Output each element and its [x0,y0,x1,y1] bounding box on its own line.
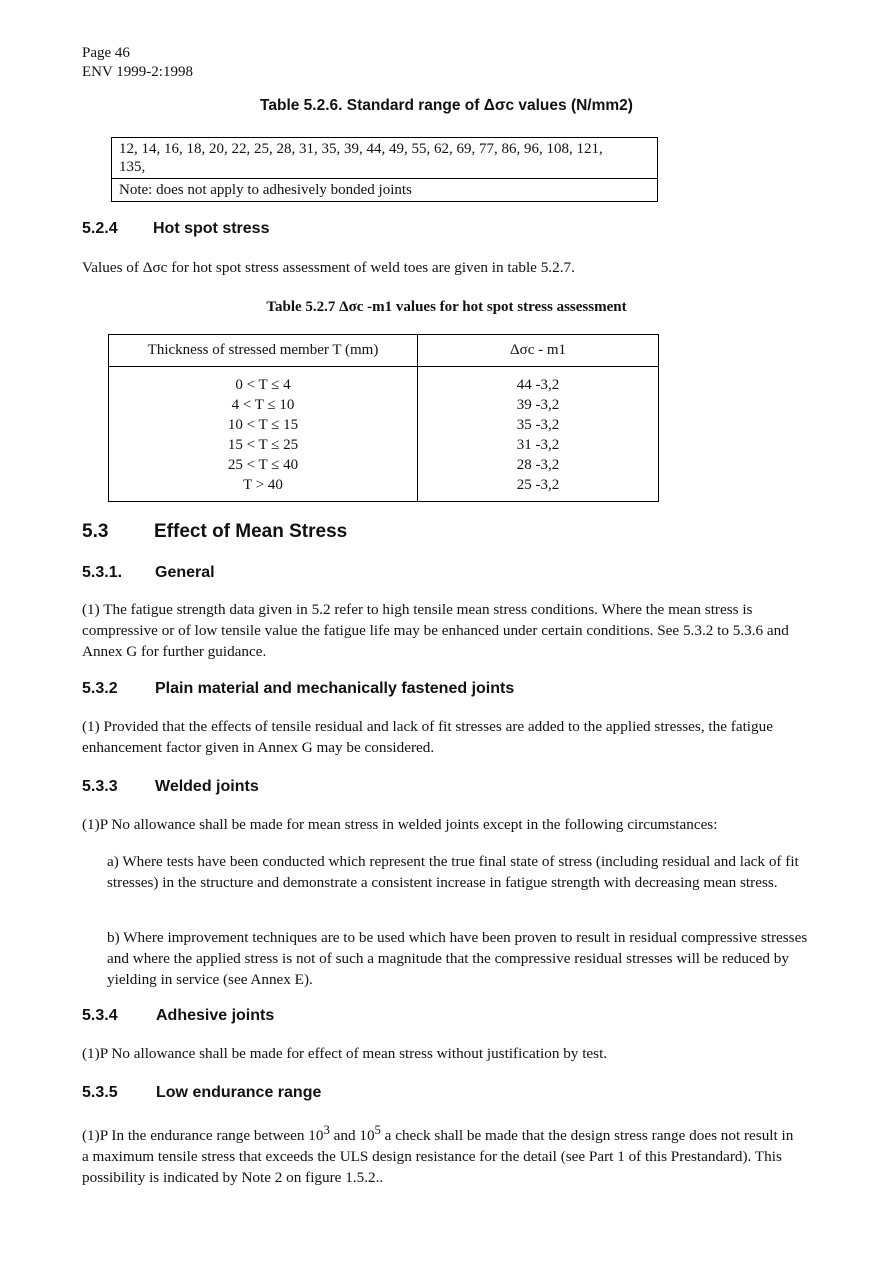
page-header [82,44,193,82]
heading-5-3-1-number: 5.3.1. [82,564,123,581]
paragraph-5-3-3: (1)P No allowance shall be made for mean stress in welded joints except in the following circumstances: [82,816,718,833]
table-body-row [109,367,659,502]
thickness-column [109,367,418,502]
paragraph-5-3-5 [82,1120,794,1188]
heading-5-2-4 [82,220,118,238]
table-5-2-6 [111,137,658,202]
heading-5-2-4-title: Hot spot stress [153,220,270,237]
value-cell: 44 -3,2 [516,377,560,393]
value-cell: 39 -3,2 [516,397,560,413]
list-item-b: b) Where improvement techniques are to be used which have been proven to result in residual compressive stresses and where the applied stress is not of such a magnitude that the compressive residual stresses will be reduced by yielding in service (see Annex E). [107,929,808,988]
paragraph-5-3-1: (1) The fatigue strength data given in 5.2 refer to high tensile mean stress conditions. Where the mean stress is compressive or of low tensile value the fatigue life may be enhanced under certain conditions. See 5.3.2 to 5.3.6 and Annex G for further guidance. [82,601,789,660]
heading-5-3-5-number: 5.3.5 [82,1084,118,1101]
heading-5-3-4-number: 5.3.4 [82,1007,118,1024]
section-number: 5.3 [82,521,109,542]
standard-values-line-2: 135, [119,159,146,175]
heading-5-3 [82,521,108,543]
value-cell: 25 -3,2 [516,477,560,493]
paragraph-text: (1)P In the endurance range between 10 [82,1127,324,1145]
heading-5-3-4-title: Adhesive joints [156,1007,275,1024]
heading-5-3-3-number: 5.3.3 [82,778,118,795]
table-header-row [109,335,659,367]
heading-5-3-title: Effect of Mean Stress [154,521,348,542]
standard-values-cell [112,138,657,178]
page-number: Page 46 [82,45,130,61]
value-cell: 31 -3,2 [516,437,560,453]
column-header-values: Δσc - m1 [418,335,659,367]
paragraph-5-3-4: (1)P No allowance shall be made for effect of mean stress without justification by test. [82,1045,608,1062]
paragraph-5-3-2: (1) Provided that the effects of tensile residual and lack of fit stresses are added to the applied stresses, the fatigue enhancement factor given in Annex G may be considered. [82,718,773,756]
thickness-cell: T > 40 [243,477,283,493]
table-5-2-7 [108,334,659,502]
heading-5-3-2-number: 5.3.2 [82,680,118,697]
paragraph-text: a check shall be made that the design stress range does not result in a maximum tensile stress that exceeds the ULS design resistance for the detail (see Part 1 of this Prestandard). This possibility is indicated by Note 2 on figure 1.5.2.. [82,1127,794,1187]
table-5-2-7-title: Table 5.2.7 Δσc -m1 values for hot spot stress assessment [266,299,627,315]
section-number: 5.2.4 [82,220,118,237]
value-cell: 28 -3,2 [516,457,560,473]
paragraph-5-2-4: Values of Δσc for hot spot stress assessment of weld toes are given in table 5.2.7. [82,259,575,276]
heading-5-3-2-title: Plain material and mechanically fastened joints [155,680,515,697]
heading-5-3-3-title: Welded joints [155,778,259,795]
heading-5-3-1-title: General [155,564,215,581]
value-cell: 35 -3,2 [516,417,560,433]
exponent: 3 [323,1123,330,1137]
thickness-cell: 4 < T ≤ 10 [231,397,295,413]
column-header-thickness: Thickness of stressed member T (mm) [109,335,418,367]
heading-5-3-5-title: Low endurance range [156,1084,322,1101]
heading-5-3-title-wrap [154,521,347,543]
thickness-cell: 10 < T ≤ 15 [227,417,299,433]
table-note: Note: does not apply to adhesively bonded joints [112,178,657,201]
standard-values-line-1: 12, 14, 16, 18, 20, 22, 25, 28, 31, 35, 39, 44, 49, 55, 62, 69, 77, 86, 96, 108, 121, [119,141,603,157]
list-item-a: a) Where tests have been conducted which represent the true final state of stress (including residual and lack of fit stresses) in the structure and demonstrate a consistent increase in fatigue strength with decreasing mean stress. [107,853,799,891]
thickness-cell: 0 < T ≤ 4 [235,377,291,393]
value-column [418,367,659,502]
thickness-cell: 15 < T ≤ 25 [227,437,299,453]
exponent: 5 [374,1123,381,1137]
standard-id: ENV 1999-2:1998 [82,64,193,80]
paragraph-text: and 10 [329,1127,375,1145]
thickness-cell: 25 < T ≤ 40 [227,457,299,473]
table-5-2-6-title: Table 5.2.6. Standard range of Δσc values (N/mm2) [260,97,633,114]
